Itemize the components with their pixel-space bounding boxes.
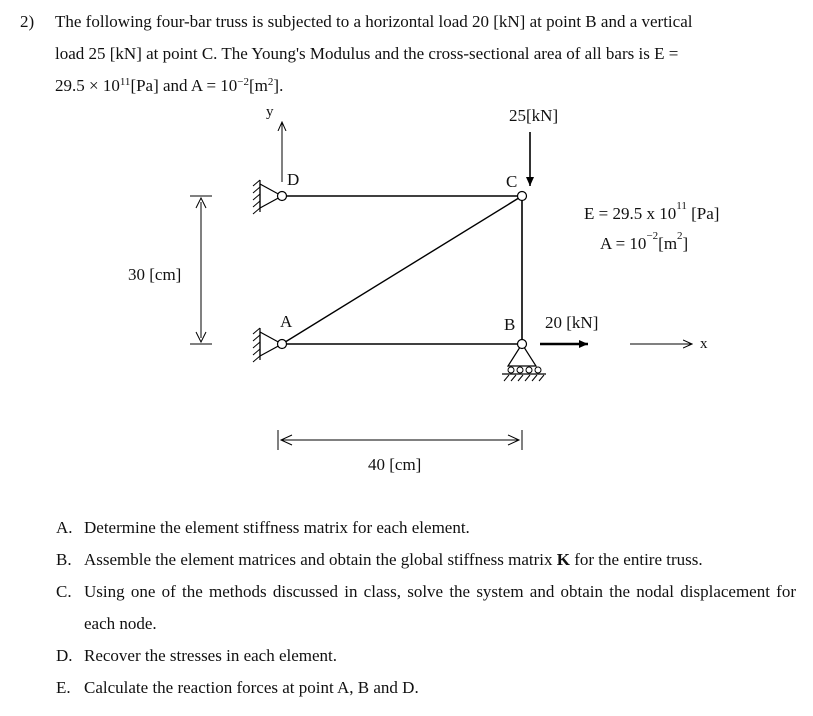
- problem-statement: [20, 6, 800, 102]
- node-b-pin: [518, 340, 527, 349]
- task-item: D. Recover the stresses in each element.: [56, 646, 338, 665]
- modulus-note: E = 29.5 x $10^{11}$ [Pa]: [584, 200, 720, 223]
- height-dimension: [190, 196, 212, 344]
- node-c-label: C: [506, 172, 518, 191]
- load-vertical-label: 25[kN]: [509, 106, 559, 125]
- problem-line-1: The following four-bar truss is subjected to a horizontal load 20 [kN] at point B and a vertical: [55, 12, 693, 31]
- load-horizontal-label: 20 [kN]: [545, 313, 599, 332]
- task-item: E. Calculate the reaction forces at point A, B and D.: [56, 678, 419, 697]
- problem-line-2: load 25 [kN] at point C. The Young's Modulus and the cross-sectional area of all bars is E =: [55, 44, 679, 63]
- task-item: C. Using one of the methods discussed in class, solve the system and obtain the nodal displacement for each node.: [56, 582, 796, 633]
- truss-figure: [0, 100, 813, 490]
- task-item: B. Assemble the element matrices and obtain the global stiffness matrix K for the entire truss.: [56, 550, 703, 569]
- node-c-pin: [518, 192, 527, 201]
- node-a-label: A: [280, 312, 293, 331]
- bar-ac: [282, 196, 522, 344]
- node-a-pin: [278, 340, 287, 349]
- problem-line-3: $29.5 \times 10^{11}[Pa]$ and $A = 10^{-2}[m^2]$.: [55, 76, 284, 95]
- roller-support-b: [502, 344, 546, 381]
- node-d-label: D: [287, 170, 300, 189]
- width-dimension-label: 40 [cm]: [368, 455, 422, 474]
- task-item: A. Determine the element stiffness matrix for each element.: [56, 518, 470, 537]
- area-note: $A = 10^{-2}[m^2]$: [600, 230, 689, 253]
- x-axis-label: x: [700, 336, 708, 352]
- height-dimension-label: 30 [cm]: [128, 265, 182, 284]
- task-list: [56, 512, 796, 704]
- width-dimension: [278, 430, 522, 450]
- node-d-pin: [278, 192, 287, 201]
- problem-number: 2): [20, 12, 35, 31]
- node-b-label: B: [504, 315, 516, 334]
- truss-diagram: [0, 100, 813, 490]
- y-axis-label: y: [266, 104, 274, 120]
